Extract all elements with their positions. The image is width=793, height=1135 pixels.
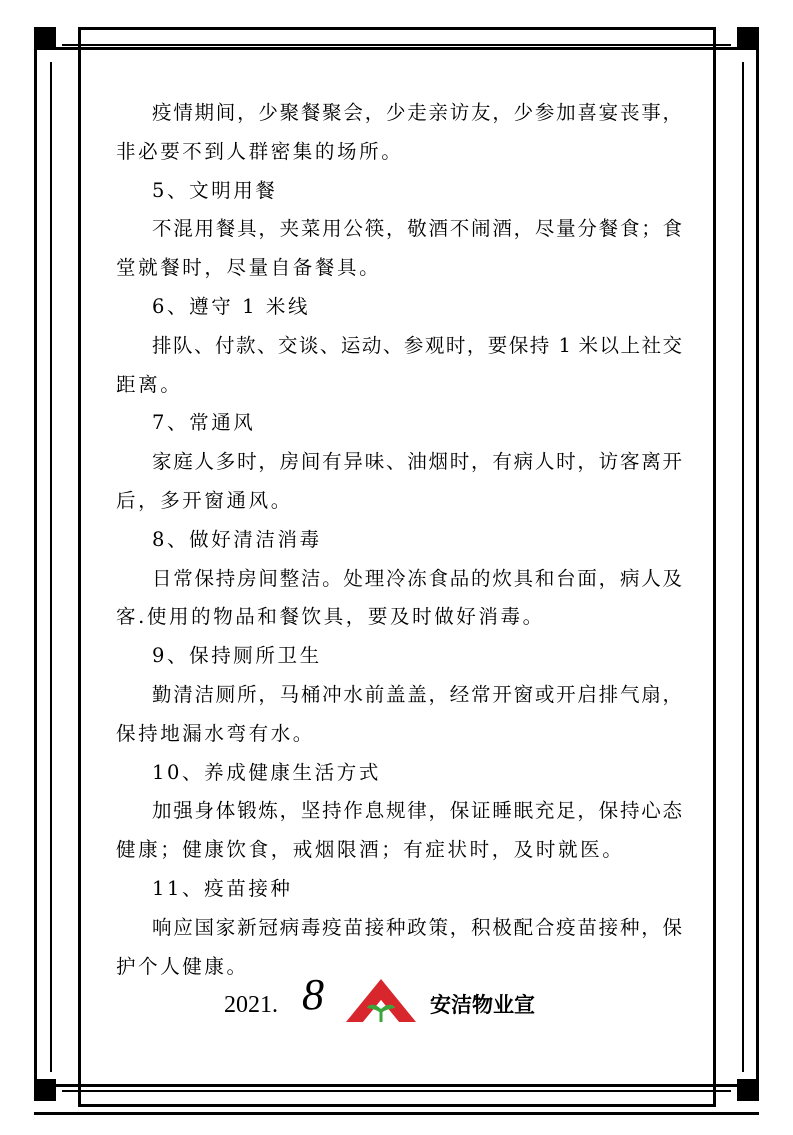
frame-line-left <box>50 62 52 1072</box>
section-heading: 5、文明用餐 <box>152 178 278 202</box>
text-line: 距离。 <box>116 372 183 396</box>
frame-line-top <box>62 44 731 46</box>
section-heading: 8、做好清洁消毒 <box>152 527 322 551</box>
text-line: 非必要不到人群密集的场所。 <box>116 139 404 163</box>
section-heading: 9、保持厕所卫生 <box>152 644 322 668</box>
company-logo-icon <box>344 976 418 1024</box>
text-line: 客.使用的物品和餐饮具，要及时做好消毒。 <box>116 605 545 629</box>
company-name: 安洁物业宣 <box>430 993 535 1017</box>
corner-square-top-right <box>737 27 759 49</box>
text-line: 家庭人多时，房间有异味、油烟时，有病人时，访客离开 <box>152 450 682 474</box>
frame-line-right <box>742 62 744 1072</box>
section-heading: 6、遵守 1 米线 <box>152 294 311 318</box>
text-line: 日常保持房间整洁。处理冷冻食品的炊具和台面，病人及 <box>152 566 682 590</box>
text-line: 响应国家新冠病毒疫苗接种政策，积极配合疫苗接种，保 <box>152 915 682 939</box>
text-line: 加强身体锻炼，坚持作息规律，保证睡眠充足，保持心态 <box>152 799 682 823</box>
text-line: 勤清洁厕所，马桶冲水前盖盖，经常开窗或开启排气扇， <box>152 682 682 706</box>
text-line: 健康；健康饮食，戒烟限酒；有症状时，及时就医。 <box>116 838 625 862</box>
document-body <box>116 94 682 986</box>
corner-square-bottom-left <box>34 1079 56 1101</box>
text-line: 疫情期间，少聚餐聚会，少走亲访友，少参加喜宴丧事， <box>152 101 682 124</box>
frame-line-bottom <box>62 1090 731 1092</box>
footer-date-month: 8 <box>302 970 324 1019</box>
footer-date-prefix: 2021. <box>224 992 278 1018</box>
section-heading: 7、常通风 <box>152 411 256 435</box>
text-line: 堂就餐时，尽量自备餐具。 <box>116 256 382 280</box>
corner-square-top-left <box>34 27 56 49</box>
corner-square-bottom-right <box>737 1079 759 1101</box>
text-line: 护个人健康。 <box>116 954 249 978</box>
text-line: 保持地漏水弯有水。 <box>116 721 315 745</box>
text-line: 后，多开窗通风。 <box>116 488 293 512</box>
text-line: 不混用餐具，夹菜用公筷，敬酒不闹酒，尽量分餐食；食 <box>152 217 682 241</box>
section-heading: 10、养成健康生活方式 <box>152 760 381 784</box>
section-heading: 11、疫苗接种 <box>152 876 293 900</box>
footer <box>224 968 584 1028</box>
next-page-frame-edge <box>34 1112 759 1135</box>
text-line: 排队、付款、交谈、运动、参观时，要保持 1 米以上社交 <box>152 333 682 357</box>
